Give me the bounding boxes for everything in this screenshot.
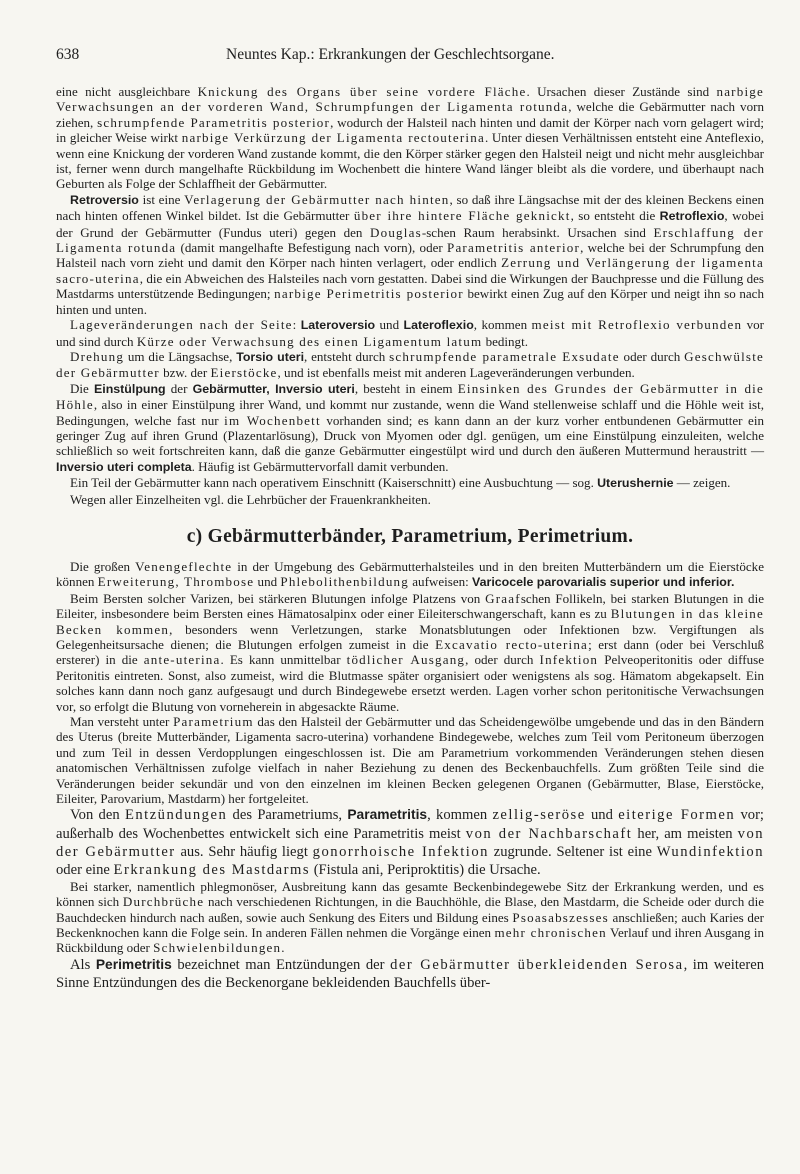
paragraph-parametrium-definition: Man versteht unter Parametrium das den Halsteil der Gebärmutter und das Scheidengewölbe umgebende und das in den Bändern des Uterus (breite Mutterbänder, Ligamenta sacro-uterina) vorhandene Bindegewebe, welches zum Teil vom Peritoneum überzogen und zum Teil in dessen Verdopplungen eingeschlossen ist. Die am Parametrium vorkommenden Veränderungen stehen diesen anatomischen Verhältnissen zufolge vielfach in naher Beziehung zu denen des Beckenbauchfells. Zum größten Teile sind die Veränderungen beider sekundär und von den einzelnen im kleinen Becken gelegenen Organen (Gebärmutter, Blase, Eierstöcke, Eileiter, Parovarium, Mastdarm) her fortgeleitet. bbox=[56, 714, 764, 807]
paragraph-phlegmonoese-ausbreitung: Bei starker, namentlich phlegmonöser, Ausbreitung kann das gesamte Beckenbindegewebe Sitz der Erkrankung werden, und es können sich Durchbrüche nach verschiedenen Richtungen, in die Bauchhöhle, die Blase, den Mastdarm, die Scheide oder durch die Bauchdecken hindurch nach außen, sowie auch Senkung des Eiters und Bildung eines Psoasabszesses anschließen; auch Karies der Beckenknochen kann die Folge sein. In anderen Fällen nehmen die Vorgänge einen mehr chronischen Verlauf und ihren Ausgang in Rückbildung oder Schwielenbildungen. bbox=[56, 878, 764, 956]
paragraph-inversio: Die Einstülpung der Gebärmutter, Inversio uteri, besteht in einem Einsinken des Grundes der Gebärmutter in die Höhle, also in einer Einstülpung ihrer Wand, und kommt nur zustande, wenn die Wand stellenweise schlaff und die Höhle weit ist, Bedingungen, welche fast nur im Wochenbett vorhanden sind; es kann dann an der kurz vorher entbundenen Gebärmutter ein geringer Zug auf ihren Grund (Plazentarlösung), Druck von Myomen oder dgl. genügen, um eine Einstülpung einzuleiten, welche schließlich so weit fortschreiten kann, daß die ganze Gebärmutter eingestülpt wird und durch den äußeren Muttermund heraustritt — Inversio uteri completa. Häufig ist Gebärmuttervorfall damit verbunden. bbox=[56, 380, 765, 474]
section-heading: c) Gebärmutterbänder, Parametrium, Perimetrium. bbox=[186, 525, 634, 547]
paragraph-parametritis: Von den Entzündungen des Parametriums, Parametritis, kommen zellig-seröse und eiterige Formen vor; außerhalb des Wochenbettes entwickelt sich eine Parametritis meist von der Nachbarschaft her, am meisten von der Gebärmutter aus. Sehr häufig liegt gonorrhoische Infektion zugrunde. Seltener ist eine Wundinfektion oder eine Erkrankung des Mastdarms (Fistula ani, Periproktitis) die Ursache. bbox=[56, 807, 765, 878]
paragraph-torsio: Drehung um die Längsachse, Torsio uteri, entsteht durch schrumpfende parametrale Exsudate oder durch Geschwülste der Gebärmutter bzw. der Eierstöcke, und ist ebenfalls meist mit anderen Lageveränderungen verbunden. bbox=[56, 348, 765, 381]
paragraph-blutungen: Beim Bersten solcher Varizen, bei stärkeren Blutungen infolge Platzens von Graafschen Follikeln, bei starken Blutungen in die Eileiter, insbesondere beim Bersten eines Hämatosalpinx oder einer Eileiterschwangerschaft, kann es zu Blutungen in das kleine Becken kommen, besonders wenn Verletzungen, starke Monatsblutungen oder Infektionen bzw. Vergiftungen als Gelegenheitsursache dienen; die Blutungen erfolgen zumeist in die Excavatio recto-uterina; erst dann (oder bei Verschluß ersterer) in die ante-uterina. Es kann unmittelbar tödlicher Ausgang, oder durch Infektion Pelveoperitonitis oder diffuse Peritonitis eintreten. Sonst, also zumeist, wird die Blutmasse später organisiert oder wenigstens als sog. Hämatom abgekapselt. Ein solches kann dann noch ganz aufgesaugt und durch Bindegewebe ersetzt werden. Lagen vorher schon peritonitische Verwachsungen vor, so erfolgt die Blutung von vorneherein in abgesackte Räume. bbox=[56, 590, 764, 714]
paragraph-retroversio: Retroversio ist eine Verlagerung der Gebärmutter nach hinten, so daß ihre Längsachse mit der des kleinen Beckens einen nach hinten offenen Winkel bildet. Ist die Gebärmutter über ihre hintere Fläche geknickt, so entsteht die Retroflexio, wobei der Grund der Gebärmutter (Fundus uteri) gegen den Douglas-schen Raum herabsinkt. Ursachen sind Erschlaffung der Ligamenta rotunda (damit mangelhafte Befestigung nach vorn), oder Parametritis anterior, welche bei der Schrumpfung den Halsteil nach vorn zieht und damit den Körper nach hinten verlagert, oder endlich Zerrung und Verlängerung der ligamenta sacro-uterina, die ein Abweichen des Halsteiles nach vorn gestatten. Dabei sind die Wirkungen der Bauchpresse und die Füllung des Mastdarms unterstützende Bedingungen; narbige Perimetritis posterior bewirkt einen Zug auf den Körper und neigt ihn so nach hinten und unten. bbox=[56, 191, 765, 317]
running-title: Neuntes Kap.: Erkrankungen der Geschlechtsorgane. bbox=[226, 46, 555, 63]
paragraph-uterushernie: Ein Teil der Gebärmutter kann nach operativem Einschnitt (Kaiserschnitt) eine Ausbuchtung — sog. Uterushernie — zeigen. bbox=[70, 475, 731, 491]
paragraph-perimetritis: Als Perimetritis bezeichnet man Entzündungen der der Gebärmutter überkleidenden Serosa, im weiteren Sinne Entzündungen des die Beckenorgane bekleidenden Bauchfells über- bbox=[56, 956, 764, 991]
paragraph-anteflexio-causes: eine nicht ausgleichbare Knickung des Organs über seine vordere Fläche. Ursachen dieser Zustände sind narbige Verwachsungen an der vorderen Wand, Schrumpfungen der Ligamenta rotunda, welche die Gebärmutter nach vorn ziehen, schrumpfende Parametritis posterior, wodurch der Halsteil nach hinten und damit der Körper nach vorn gelagert wird; in gleicher Weise wirkt narbige Verkürzung der Ligamenta rectouterina. Unter diesen Verhältnissen entsteht eine Anteflexio, wenn eine Knickung der vorderen Wand zustande kommt, die den Körper stärker gegen den Halsteil neigt und nicht mehr ausgleichbar ist, ferner wenn durch mangelhafte Rückbildung im Wochenbett die hintere Wand länger bleibt als die vordere, und überhaupt nach Geburten als Folge der Schlaffheit der Gebärmutter. bbox=[56, 84, 764, 192]
paragraph-reference: Wegen aller Einzelheiten vgl. die Lehrbücher der Frauenkrankheiten. bbox=[70, 491, 431, 507]
running-head bbox=[56, 46, 764, 64]
paragraph-varicocele: Die großen Venengeflechte in der Umgebung des Gebärmutterhalsteiles und in den breiten Mutterbändern um die Eierstöcke können Erweiterung, Thrombose und Phlebolithenbildung aufweisen: Varicocele parovarialis superior und inferior. bbox=[56, 558, 764, 590]
page-number: 638 bbox=[56, 46, 80, 63]
paragraph-lateroversio: Lageveränderungen nach der Seite: Lateroversio und Lateroflexio, kommen meist mit Retroflexio verbunden vor und sind durch Kürze oder Verwachsung des einen Ligamentum latum bedingt. bbox=[56, 317, 765, 349]
